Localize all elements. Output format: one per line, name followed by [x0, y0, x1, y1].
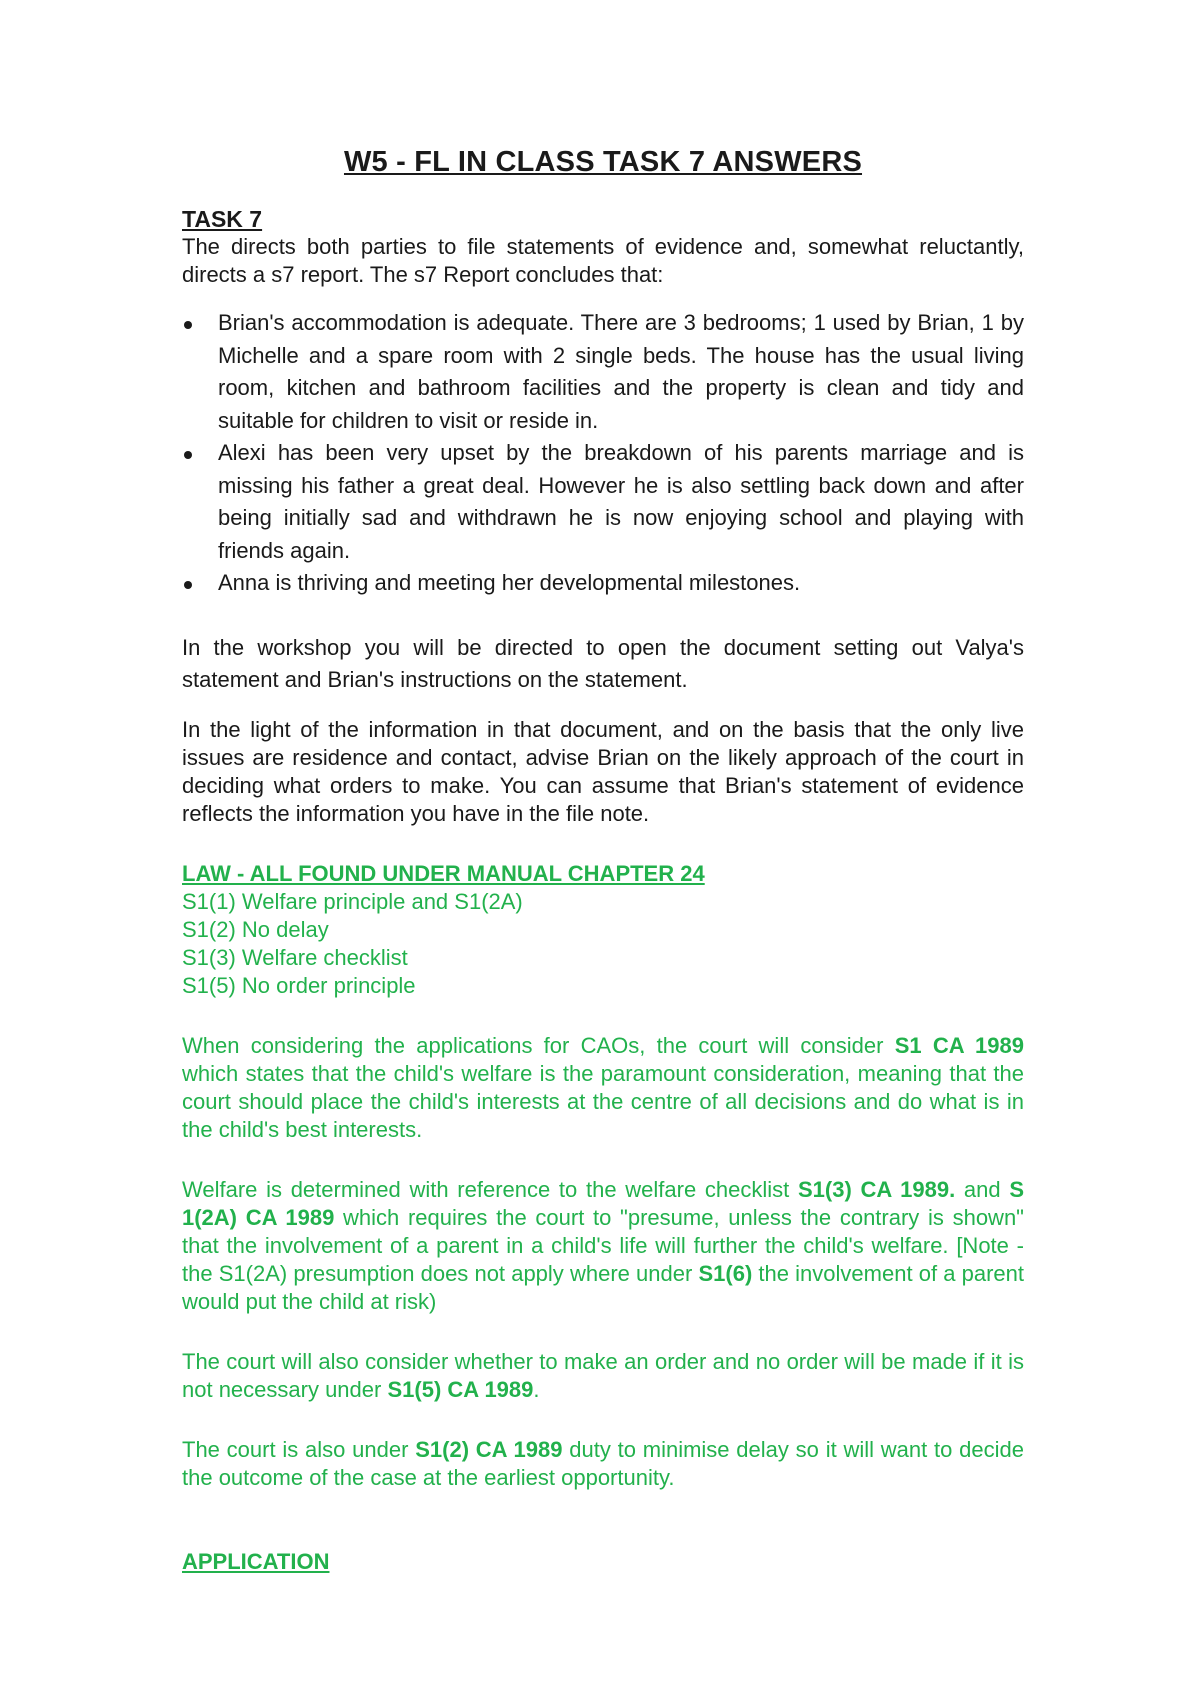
no-delay-paragraph: [182, 1436, 1024, 1492]
statute-reference: S1(2) CA 1989: [415, 1436, 563, 1462]
advise-paragraph: In the light of the information in that document, and on the basis that the only live issues are residence and contact, advise Brian on the likely approach of the court in deciding what orders to make. You can assume that Brian's statement of evidence reflects the information you have in the file note.: [182, 716, 1024, 826]
law-line: S1(5) No order principle: [182, 972, 416, 998]
list-item: [182, 567, 1024, 600]
law-line: S1(2) No delay: [182, 916, 329, 942]
application-heading: APPLICATION: [182, 1548, 330, 1574]
para-text: .: [533, 1376, 540, 1402]
para-text: which requires the court to "presume, unless the contrary is shown" that the involvement of a parent in a child's life will further the child's welfare. [Note - the S1(2A) presumption does not apply where under: [182, 1204, 1024, 1286]
task-heading: TASK 7: [182, 206, 263, 232]
s7-report-findings-list: [182, 307, 1024, 600]
bullet-icon: [184, 451, 192, 459]
statute-reference: S1(6): [698, 1260, 753, 1286]
statute-reference: S 1(2A) CA 1989: [182, 1176, 1024, 1230]
para-text: and: [955, 1176, 1010, 1202]
bullet-icon: [184, 321, 192, 329]
welfare-checklist-paragraph: [182, 1176, 1024, 1316]
list-item-text: Alexi has been very upset by the breakdown of his parents marriage and is missing his father a great deal. However he is also settling back down and after being initially sad and withdrawn he is now enjoying school and playing with friends again.: [218, 440, 1024, 563]
para-text: The court will also consider whether to make an order and no order will be made if it is not necessary under: [182, 1348, 1024, 1402]
statute-reference: S1(5) CA 1989: [387, 1376, 534, 1402]
law-line: S1(3) Welfare checklist: [182, 944, 408, 970]
para-text: duty to minimise delay so it will want to decide the outcome of the case at the earliest opportunity.: [182, 1436, 1024, 1490]
workshop-paragraph: In the workshop you will be directed to open the document setting out Valya's statement and Brian's instructions on the statement.: [182, 634, 1024, 692]
statute-reference: S1 CA 1989: [894, 1032, 1024, 1058]
para-text: which states that the child's welfare is the paramount consideration, meaning that the court should place the child's interests at the centre of all decisions and do what is in the child's best interests.: [182, 1060, 1024, 1142]
statute-reference: S1(3) CA 1989.: [797, 1176, 956, 1202]
law-line: S1(1) Welfare principle and S1(2A): [182, 888, 523, 914]
welfare-principle-paragraph: [182, 1032, 1024, 1144]
para-text: Welfare is determined with reference to the welfare checklist: [182, 1176, 798, 1202]
no-order-paragraph: [182, 1348, 1024, 1404]
intro-paragraph: The directs both parties to file statements of evidence and, somewhat reluctantly, directs a s7 report. The s7 Report concludes that:: [182, 234, 1024, 287]
list-item-text: Brian's accommodation is adequate. There are 3 bedrooms; 1 used by Brian, 1 by Michelle and a spare room with 2 single beds. The house has the usual living room, kitchen and bathroom facilities and the property is clean and tidy and suitable for children to visit or reside in.: [218, 310, 1024, 433]
list-item: [182, 437, 1024, 567]
para-text: When considering the applications for CAOs, the court will consider: [182, 1032, 895, 1058]
para-text: the involvement of a parent would put the child at risk): [182, 1260, 1024, 1314]
list-item: [182, 307, 1024, 437]
law-heading: LAW - ALL FOUND UNDER MANUAL CHAPTER 24: [182, 860, 705, 886]
bullet-icon: [184, 581, 192, 589]
list-item-text: Anna is thriving and meeting her developmental milestones.: [218, 570, 801, 595]
document-title: W5 - FL IN CLASS TASK 7 ANSWERS: [343, 146, 863, 178]
para-text: The court is also under: [182, 1436, 416, 1462]
